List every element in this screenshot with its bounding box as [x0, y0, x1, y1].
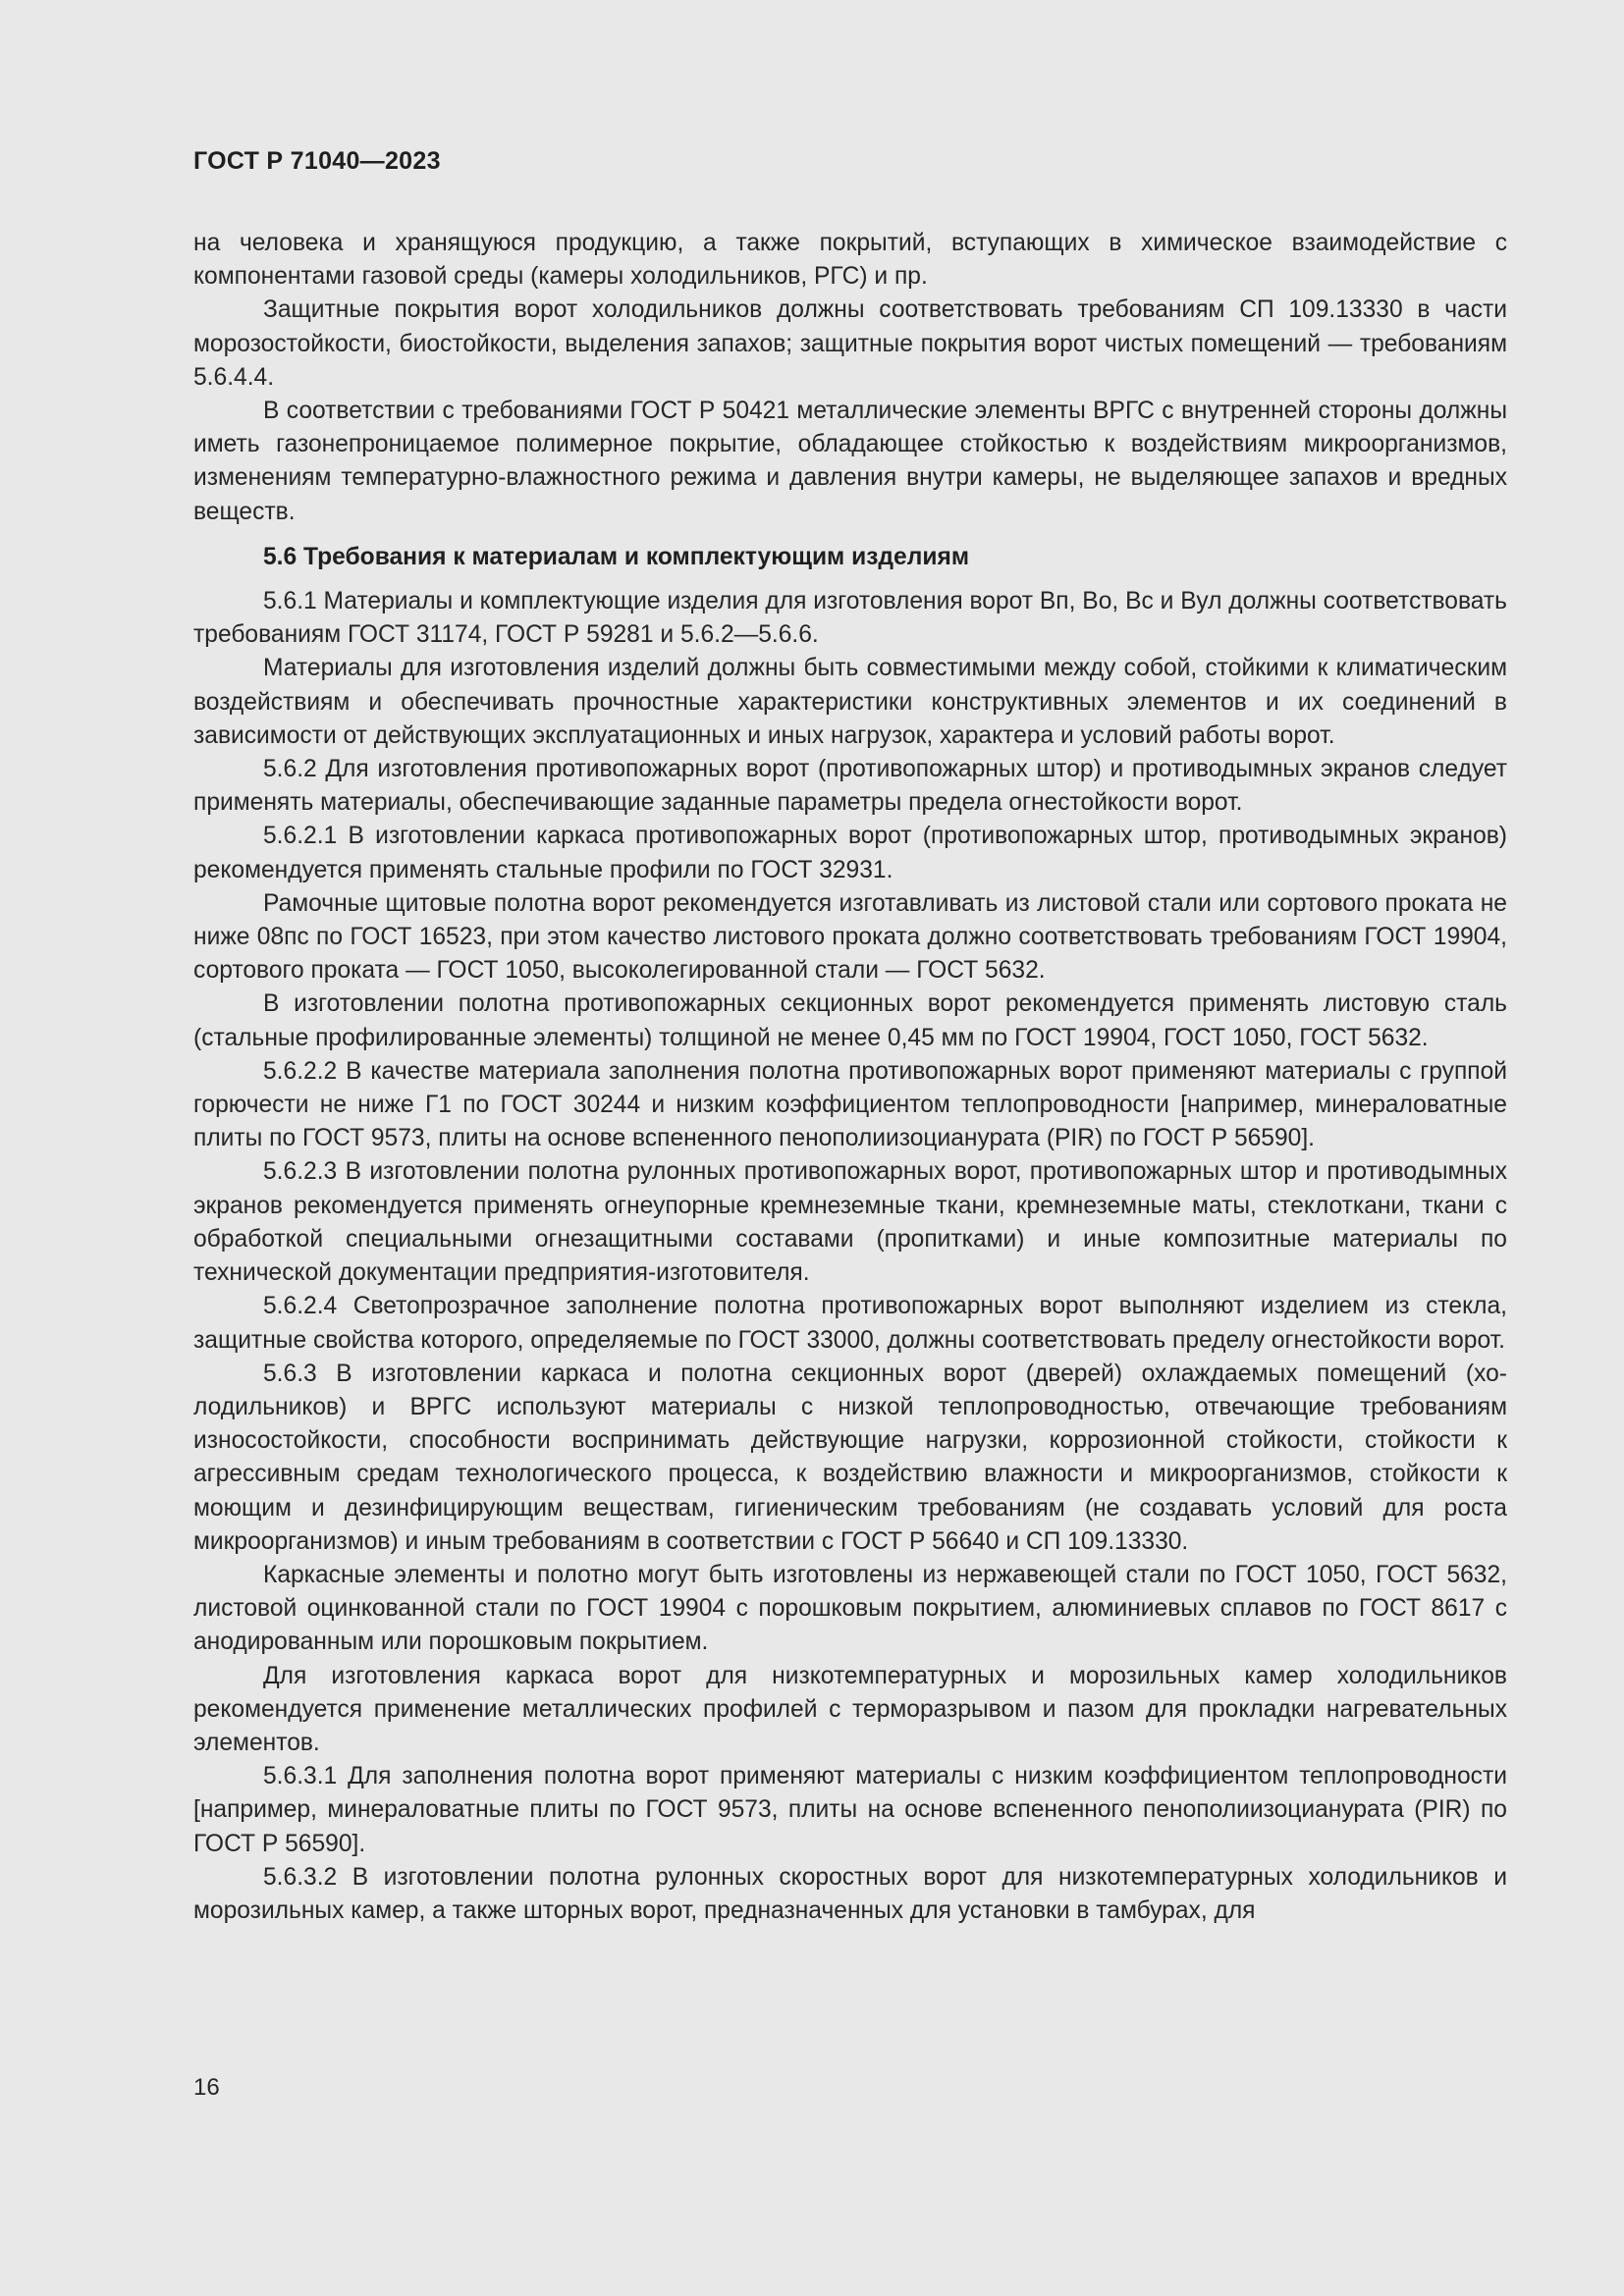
paragraph: Защитные покрытия ворот холодильников должны соответствовать требованиям СП 109.13330 в части морозостойкости, биостойкости, выделения запахов; защитные покрытия ворот чистых помещений — требованиям 5.6.4.4.: [193, 296, 1507, 391]
page-number: 16: [193, 2074, 220, 2101]
document-body: [193, 227, 1507, 1928]
paragraph: 5.6.3.2 В изготовлении полотна рулонных скоростных ворот для низкотемпературных холодильников и морозильных камер, а также шторных ворот, предназначенных для установки в тамбурах, для: [193, 1863, 1507, 1924]
paragraph: Для изготовления каркаса ворот для низкотемпературных и морозильных камер холодильников рекомендуется применение металлических профилей с терморазрывом и пазом для прокладки нагревательных элементов.: [193, 1662, 1507, 1756]
paragraph: 5.6.2 Для изготовления противопожарных ворот (противопожарных штор) и противодымных экранов следует применять материалы, обеспечивающие заданные параметры предела огнестойкости ворот.: [193, 756, 1507, 817]
section-heading: 5.6 Требования к материалам и комплектующим изделиям: [263, 543, 970, 570]
paragraph: 5.6.2.4 Светопрозрачное заполнение полотна противопожарных ворот выполняют изделием из стекла, защитные свойства которого, определяемые по ГОСТ 33000, должны соответствовать пределу огнестойкости ворот.: [193, 1293, 1507, 1354]
paragraph: 5.6.1 Материалы и комплектующие изделия для изготовления ворот Вп, Во, Вс и Вул должны соответствовать требованиям ГОСТ 31174, ГОСТ Р 59281 и 5.6.2—5.6.6.: [193, 588, 1507, 649]
paragraph: 5.6.3 В изготовлении каркаса и полотна секционных ворот (дверей) охлаждаемых помещений (холодильников) и ВРГС используют материалы с низкой теплопроводностью, отвечающие требованиям износостойкости, способности воспринимать действующие нагрузки, коррозионной стойкости, стойкости к агрессивным средам технологического процесса, к воздействию влажности и микроорганизмов, стойкости к моющим и дезинфицирующим веществам, гигиеническим требованиям (не создавать условий для роста микроорганизмов) и иным требованиям в соответствии с ГОСТ Р 56640 и СП 109.13330.: [193, 1360, 1507, 1555]
paragraph: Рамочные щитовые полотна ворот рекомендуется изготавливать из листовой стали или сортового проката не ниже 08пс по ГОСТ 16523, при этом качество листового проката должно соответствовать требованиям ГОСТ 19904, сортового проката — ГОСТ 1050, высоколегированной стали — ГОСТ 5632.: [193, 889, 1507, 985]
paragraph: В изготовлении полотна противопожарных секционных ворот рекомендуется применять листовую сталь (стальные профилированные элементы) толщиной не менее 0,45 мм по ГОСТ 19904, ГОСТ 1050, ГОСТ 5632.: [193, 990, 1507, 1051]
paragraph: 5.6.2.3 В изготовлении полотна рулонных противопожарных ворот, противопожарных штор и противодымных экранов рекомендуется применять огнеупорные кремнеземные ткани, кремнеземные маты, стеклоткани, ткани с обработкой специальными огнезащитными составами (пропитками) и иные композитные материалы по технической документации предприятия-изготовителя.: [193, 1158, 1507, 1287]
paragraph: 5.6.2.1 В изготовлении каркаса противопожарных ворот (противопожарных штор, противодымных экранов) рекомендуется применять стальные профили по ГОСТ 32931.: [193, 823, 1507, 883]
paragraph: В соответствии с требованиями ГОСТ Р 50421 металлические элементы ВРГС с внутренней стороны должны иметь газонепроницаемое полимерное покрытие, обладающее стойкостью к воздействиям микроорганизмов, изменениям температурно-влажностного режима и давления внутри камеры, не выделяющее запахов и вредных веществ.: [193, 398, 1507, 525]
paragraph: Каркасные элементы и полотно могут быть изготовлены из нержавеющей стали по ГОСТ 1050, ГОСТ 5632, листовой оцинкованной стали по ГОСТ 19904 с порошковым покрытием, алюминиевых сплавов по ГОСТ 8617 с анодированным или порошковым покрытием.: [193, 1561, 1507, 1656]
paragraph: 5.6.2.2 В качестве материала заполнения полотна противопожарных ворот применяют материалы с группой горючести не ниже Г1 по ГОСТ 30244 и низким коэффициентом теплопроводности [например, минераловатные плиты по ГОСТ 9573, плиты на основе вспененного пенополиизоцианурата (PIR) по ГОСТ Р 56590].: [193, 1057, 1507, 1152]
document-header: ГОСТ Р 71040—2023: [193, 147, 441, 175]
paragraph: на человека и хранящуюся продукцию, а также покрытий, вступающих в химическое взаимодействие с компонентами газовой среды (камеры холодильников, РГС) и пр.: [193, 230, 1507, 291]
paragraph: Материалы для изготовления изделий должны быть совместимыми между собой, стойкими к климатическим воздействиям и обеспечивать прочностные характеристики конструктивных элементов и их соединений в зависимости от действующих эксплуатационных и иных нагрузок, характера и условий работы ворот.: [193, 655, 1507, 749]
paragraph: 5.6.3.1 Для заполнения полотна ворот применяют материалы с низким коэффициентом теплопроводности [например, минераловатные плиты по ГОСТ 9573, плиты на основе вспененного пенополиизоцианурата (PIR) по ГОСТ Р 56590].: [193, 1763, 1507, 1857]
